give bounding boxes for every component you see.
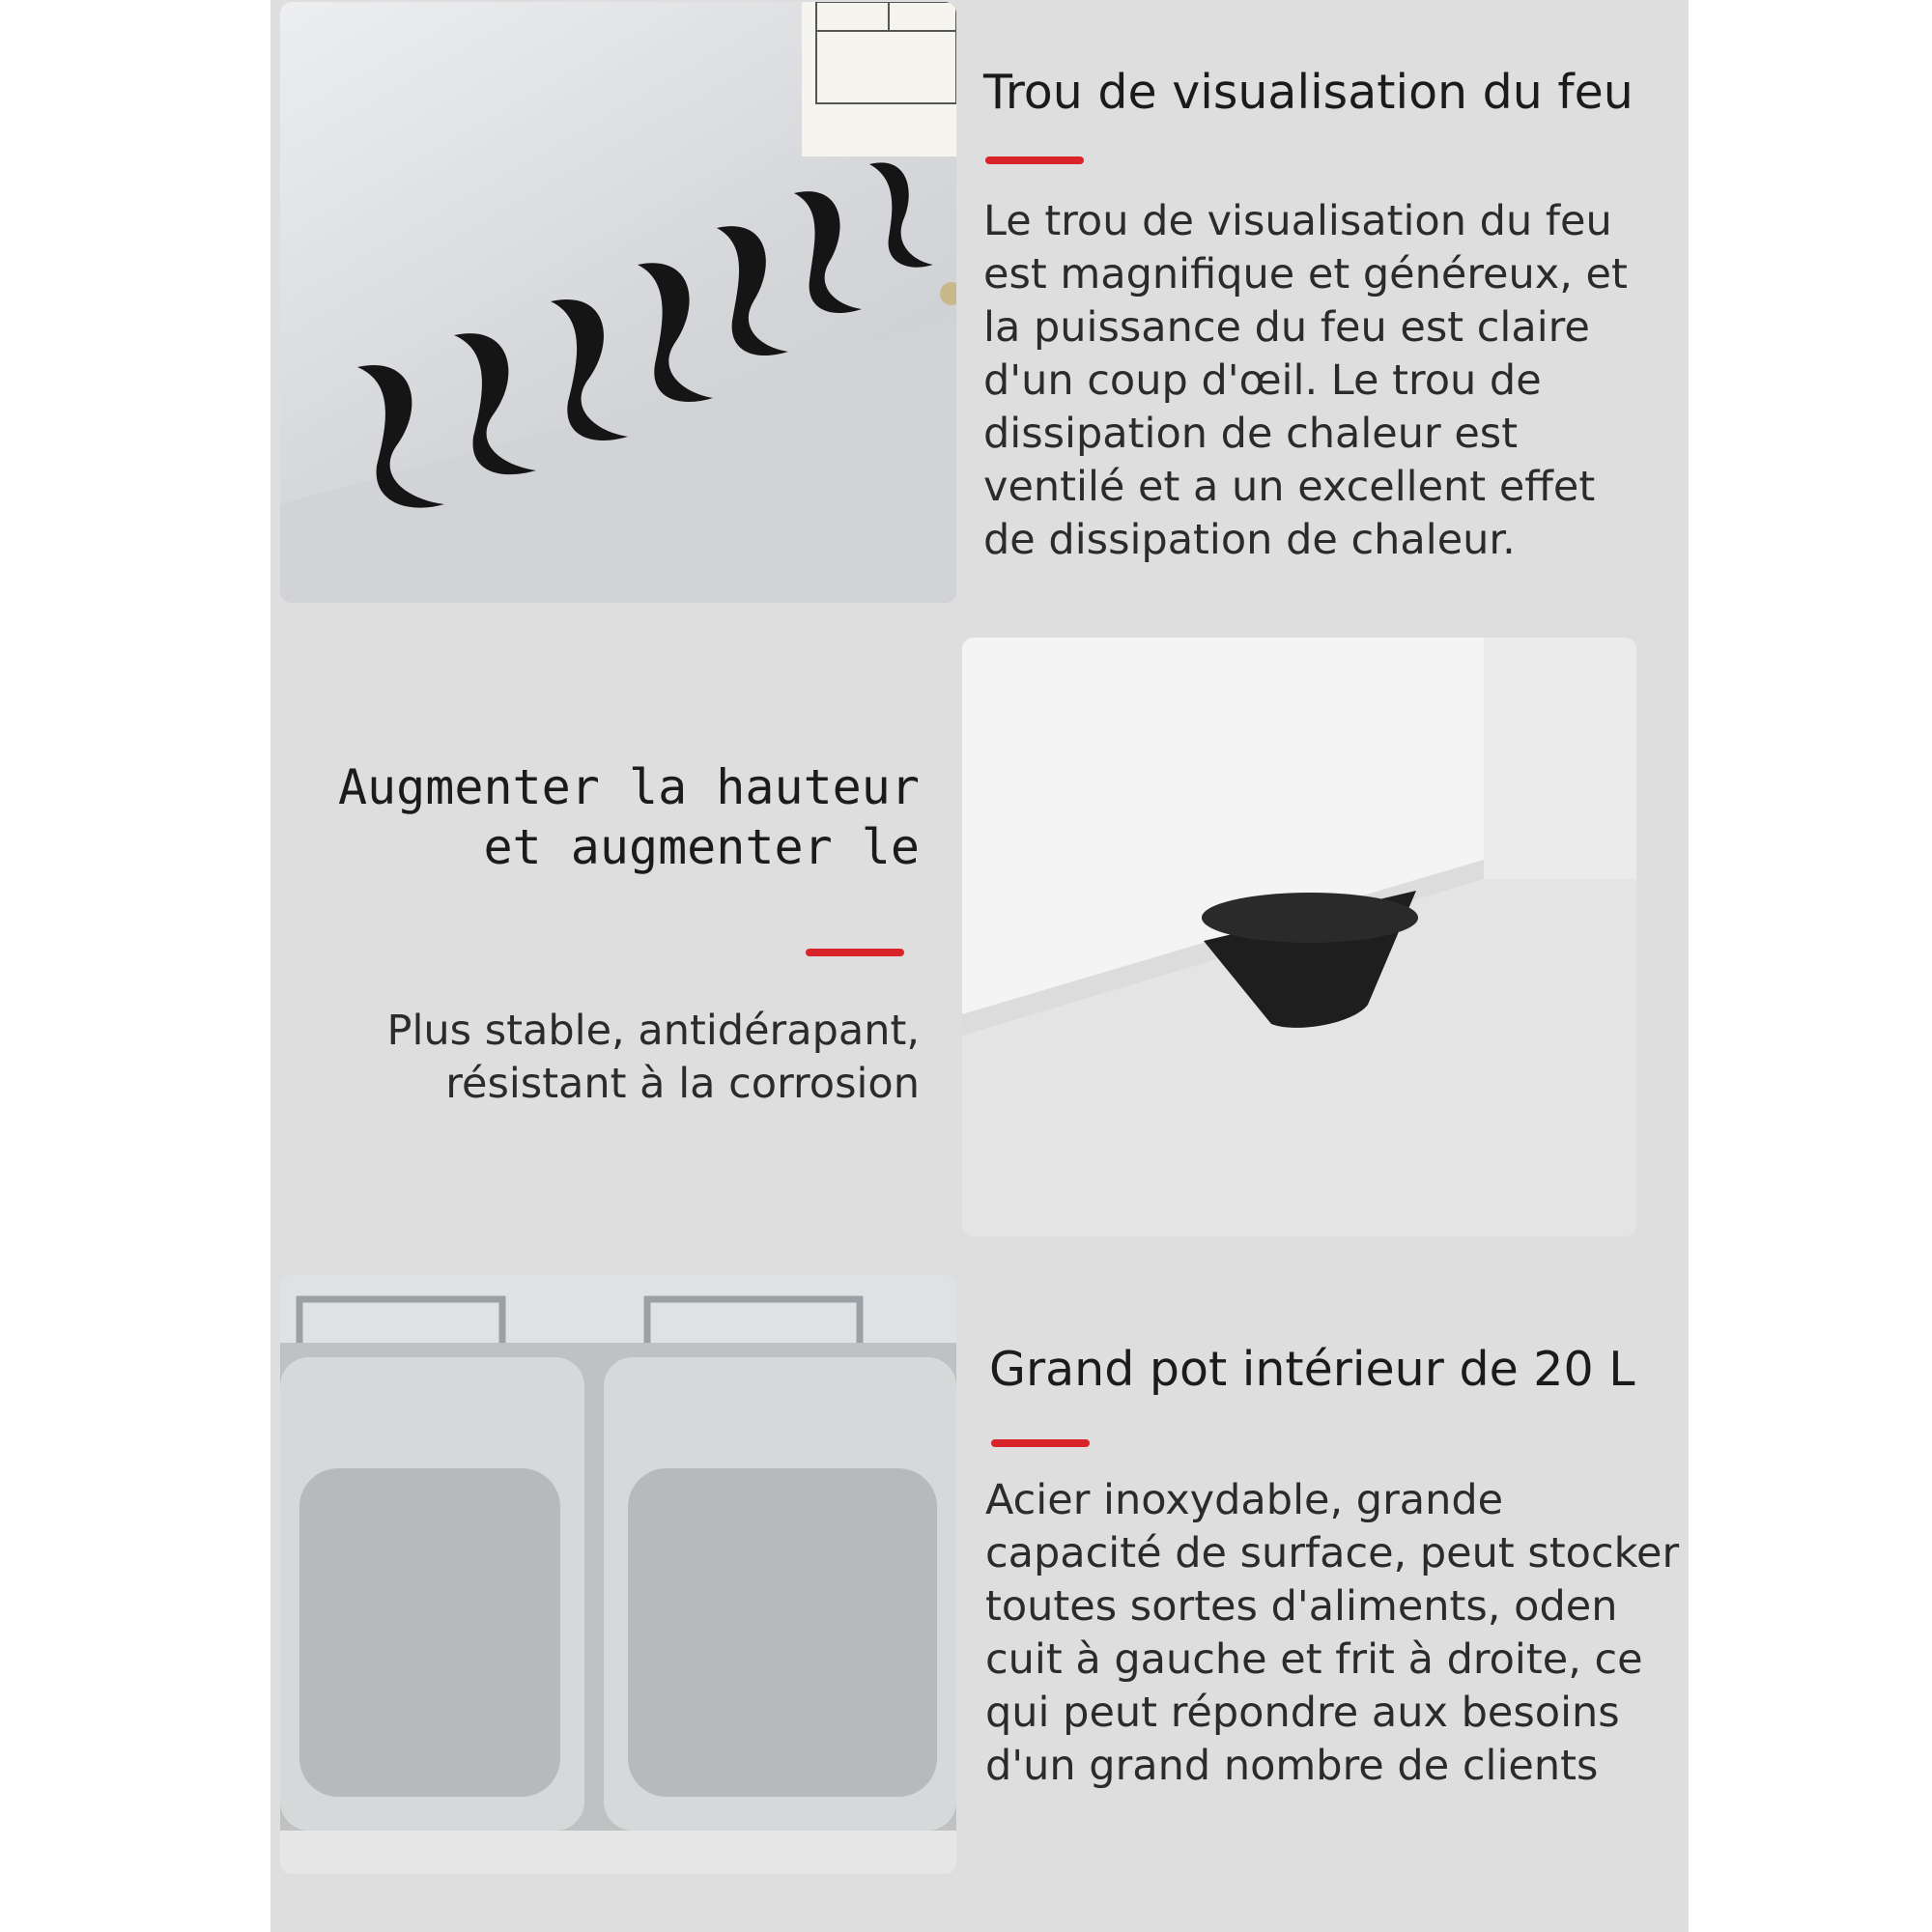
heading-line: Augmenter la hauteur	[337, 759, 920, 815]
body-line: Le trou de visualisation du feu	[983, 197, 1612, 245]
vent-holes-photo	[280, 2, 956, 603]
heading-line: et augmenter le	[483, 819, 920, 875]
body-line: capacité de surface, peut stocker	[985, 1529, 1680, 1577]
rubber-foot-photo	[962, 638, 1636, 1236]
body-line: la puissance du feu est claire	[983, 303, 1590, 352]
body-line: d'un coup d'œil. Le trou de	[983, 356, 1542, 405]
body-line: qui peut répondre aux besoins	[985, 1689, 1620, 1737]
body-line: toutes sortes d'aliments, oden	[985, 1582, 1618, 1631]
body-line: résistant à la corrosion	[445, 1060, 920, 1108]
section-2-accent	[806, 949, 904, 956]
section-2-heading	[290, 757, 920, 877]
body-line: est magnifique et généreux, et	[983, 250, 1628, 298]
section-1-body	[983, 195, 1628, 567]
body-line: d'un grand nombre de clients	[985, 1742, 1599, 1790]
stainless-pans-photo	[280, 1275, 956, 1874]
section-1-accent	[985, 156, 1084, 164]
section-3-body	[985, 1474, 1679, 1793]
body-line: ventilé et a un excellent effet	[983, 463, 1596, 511]
body-line: Plus stable, antidérapant,	[386, 1007, 920, 1055]
section-3-accent	[991, 1439, 1090, 1447]
body-line: dissipation de chaleur est	[983, 410, 1519, 458]
section-2-body	[290, 1005, 920, 1111]
section-1-heading: Trou de visualisation du feu	[983, 65, 1634, 120]
body-line: Acier inoxydable, grande	[985, 1476, 1504, 1524]
body-line: de dissipation de chaleur.	[983, 516, 1516, 564]
section-3-heading: Grand pot intérieur de 20 L	[989, 1342, 1635, 1397]
body-line: cuit à gauche et frit à droite, ce	[985, 1635, 1643, 1684]
